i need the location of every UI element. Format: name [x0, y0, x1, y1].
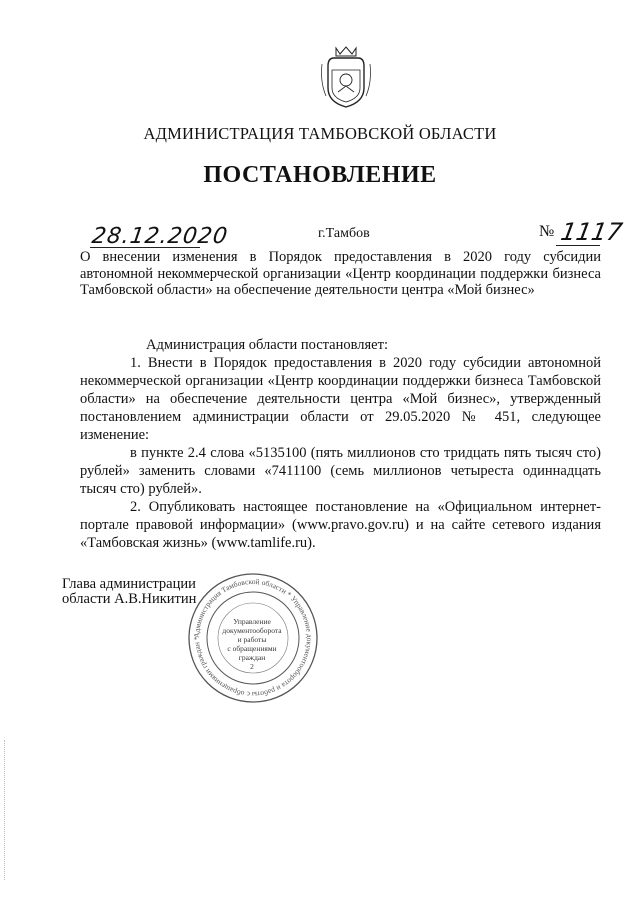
organization-name: АДМИНИСТРАЦИЯ ТАМБОВСКОЙ ОБЛАСТИ	[143, 124, 497, 143]
stamp-line: граждан	[238, 653, 266, 662]
stamp-line: документооборота	[222, 626, 282, 635]
signature-block	[62, 577, 196, 607]
document-subject: О внесении изменения в Порядок предоставления в 2020 году субсидии автономной некоммерческой организации «Центр координации поддержки бизнеса Тамбовской области» на обеспечение деятельности центра «Мой бизнес»	[80, 249, 601, 298]
document-city: г.Тамбов	[318, 226, 370, 241]
stamp-line: с обращениями	[227, 644, 277, 653]
coat-of-arms-icon	[318, 44, 374, 110]
stamp-outer-text: Администрация Тамбовской области * Управление документооборота и работы с обращениями граждан *	[191, 576, 315, 700]
document-number-handwritten: 1117	[558, 218, 625, 246]
paragraph-1: 1. Внести в Порядок предоставления в 2020 году субсидии автономной некоммерческой организации «Центр координации поддержки бизнеса Тамбовской области» на обеспечение деятельности центра «Мой бизнес», утвержденный постановлением администрации области от 29.05.2020 № 451, следующее изменение:	[80, 355, 601, 443]
scan-margin-marks	[4, 740, 7, 880]
stamp-line: и работы	[237, 635, 267, 644]
number-label: №	[539, 223, 555, 240]
intro-paragraph: Администрация области постановляет:	[146, 337, 388, 353]
paragraph-1a: в пункте 2.4 слова «5135100 (пять миллионов сто тридцать пять тысяч сто) рублей» заменить словами «7411100 (семь миллионов четыреста одиннадцать тысяч сто) рублей».	[80, 445, 601, 497]
document-body	[80, 336, 601, 552]
signature-title: Глава администрации	[62, 576, 196, 592]
document-date-handwritten: 28.12.2020	[90, 224, 230, 249]
number-underline	[556, 245, 600, 246]
paragraph-2: 2. Опубликовать настоящее постановление на «Официальном интернет-портале правовой информации» (www.pravo.gov.ru) и на сайте сетевого издания «Тамбовская жизнь» (www.tamlife.ru).	[80, 499, 601, 551]
document-type-title: ПОСТАНОВЛЕНИЕ	[203, 162, 437, 188]
stamp-center-text	[219, 617, 285, 671]
stamp-line: Управление	[233, 617, 271, 626]
signature-name: области А.В.Никитин	[62, 591, 197, 607]
date-underline	[90, 247, 200, 248]
stamp-line: 2	[250, 662, 254, 671]
